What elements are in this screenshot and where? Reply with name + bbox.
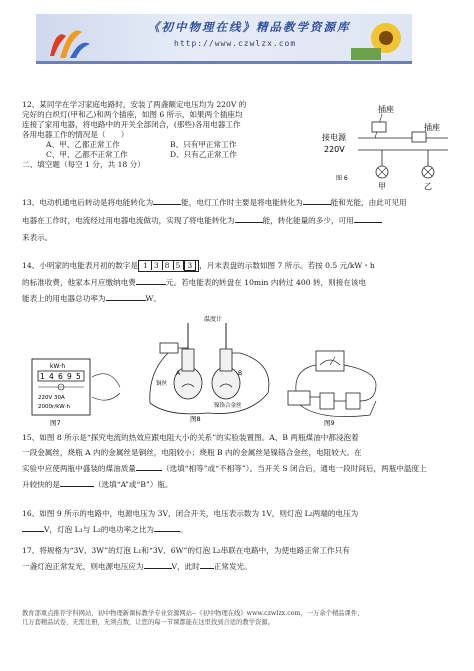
q12-line-3: 连接了家用电器，将电路中的开关全部闭合，(那些)各用电器工作 — [22, 120, 241, 130]
q14-text-6: W。 — [145, 294, 161, 304]
question-14 — [22, 260, 452, 304]
lamp-l1-icon — [320, 393, 334, 409]
q14-start-reading — [138, 260, 199, 272]
q15-text-3: 实验中应使两瓶中盛装的煤油质量 — [22, 464, 136, 474]
fig6-lamp-yi-label: 乙 — [424, 182, 432, 191]
q17-text-2: 一盏灯泡正常发光，则电源电压应为 — [22, 562, 144, 572]
fig9-caption: 图9 — [324, 419, 335, 427]
q14-digit: 3 — [152, 261, 163, 270]
figure-9-circuit — [280, 345, 390, 427]
fig8-wire-nichrome: 镍铬合金丝 — [214, 403, 242, 409]
voltmeter-icon — [316, 351, 344, 371]
question-16 — [22, 509, 452, 535]
fig7-digit: 4 — [49, 372, 54, 381]
lamp-l2-icon — [346, 393, 360, 409]
question-13 — [22, 197, 452, 243]
q14-text-4: 元。若电能表的转盘在 10min 内转过 400 转，则接在该电 — [165, 278, 367, 288]
q17-line-2 — [22, 561, 452, 572]
fig6-socket-label-2: 插座 — [424, 123, 440, 132]
fig6-caption: 图 6 — [336, 175, 348, 182]
fig7-digit: 1 — [40, 372, 45, 381]
q16-line-1: 16、如图 9 所示的电路中，电源电压为 3V，闭合开关，电压表示数为 1V，则灯泡 L₂两端的电压为 — [22, 509, 359, 518]
q15-line-2: 一段金属丝，烧瓶 A 内的金属丝是铜丝，电阻较小；烧瓶 B 内的金属丝是镍铬合金丝，电阻较大。在 — [22, 448, 362, 458]
fig8-label-b: B — [238, 370, 243, 377]
q14-text-3: 的标准收费，他家本月应缴纳电费 — [22, 278, 136, 288]
q13-text-5: 能，转化能量的多少，可用 — [262, 216, 354, 226]
q15-blank-2[interactable] — [60, 479, 94, 487]
q12-options-row-1 — [22, 140, 267, 150]
q17-text-4: 正常发光。 — [213, 562, 252, 572]
q14-digit: 5 — [174, 261, 185, 270]
q16-text-2: V，灯泡 L₁与 L₂的电功率之比为 — [44, 525, 155, 535]
banner-underline — [36, 61, 412, 64]
q15-text-4b: （选填“A”或“B”）瓶。 — [93, 480, 173, 490]
q14-digit: 8 — [163, 261, 174, 270]
q13-blank-3[interactable] — [235, 215, 263, 223]
banner-title: 《初中物理在线》精品教学资源库 — [148, 20, 351, 34]
q13-blank-1[interactable] — [153, 197, 181, 205]
figure-8-heating-flasks — [128, 313, 276, 423]
q14-blank-1[interactable] — [136, 277, 166, 285]
flask-b-icon — [212, 367, 243, 399]
fig8-wire-copper: 铜丝 — [156, 381, 168, 387]
fig6-socket-label-1: 插座 — [378, 105, 394, 114]
q16-line-2 — [22, 524, 452, 535]
q14-text-1: 14、小明家的电能表月初的数字是 — [22, 261, 138, 270]
section-2-heading: 二、填空题（每空 1 分，共 18 分） — [22, 160, 145, 170]
sunflower-icon — [346, 18, 406, 60]
q14-blank-2[interactable] — [106, 293, 146, 301]
fig7-rating: 220V 30A — [38, 395, 65, 401]
q12-options-row-2 — [22, 150, 267, 160]
q12-line-1: 12、某同学在学习家庭电路时，安装了两盏额定电压均为 220V 的 — [22, 100, 247, 109]
q14-digit: 1 — [141, 261, 152, 270]
q15-blank-1[interactable] — [136, 463, 162, 471]
q12-option-d: D、只有乙正常工作 — [170, 150, 237, 160]
fig7-digit: 5 — [76, 372, 81, 381]
fig8-caption: 图8 — [190, 415, 201, 423]
fig6-lamp-jia-label: 甲 — [378, 182, 386, 191]
q17-line-1: 17、将规格为“3V、3W”的灯泡 L₁和“3V、6W”的灯泡 L₂串联在电路中，为使电路正常工作只有 — [22, 546, 350, 555]
q17-blank-1[interactable] — [144, 561, 172, 569]
q12-option-b: B、只有甲正常工作 — [170, 140, 237, 150]
q16-blank-1[interactable] — [22, 524, 44, 532]
q13-line-2 — [22, 215, 452, 226]
q15-line-4 — [22, 479, 452, 490]
q15-text-3b: （选填“相等”或“不相等”）。当开关 S 闭合后，通电一段时间后，两瓶中温度上 — [161, 464, 427, 474]
fig8-thermometer-label: 温度计 — [204, 316, 223, 323]
q12-line-4: 各用电器工作的情况是（ ） — [22, 130, 129, 140]
figure-7-energy-meter — [30, 357, 122, 427]
q13-text-3: 能和光能，由此可见用 — [330, 198, 407, 207]
q13-text-6: 来表示。 — [22, 233, 53, 243]
q12-option-c: C、甲、乙都不正常工作 — [46, 150, 128, 160]
battery-icon — [160, 343, 178, 353]
q12-option-a: A、甲、乙都正常工作 — [46, 140, 120, 150]
question-17 — [22, 546, 452, 572]
q13-text-4: 电器在工作时，电流经过用电器电流做功，实现了将电能转化为 — [22, 216, 235, 226]
q14-line-2 — [22, 277, 452, 288]
q14-line-1 — [22, 260, 452, 272]
q14-digit-decimal: 3 — [184, 260, 196, 271]
q13-blank-4[interactable] — [354, 215, 382, 223]
q14-text-2: ，月末表盘的示数如图 7 所示。若按 0.5 元/kW・h — [199, 261, 375, 270]
fig7-caption: 图7 — [50, 419, 61, 427]
question-15 — [22, 433, 452, 490]
q15-line-1: 15、如图 8 所示是“探究电流的热效应跟电阻大小的关系”的实验装置图。A、B 两瓶煤油中都浸泡着 — [22, 433, 359, 442]
q13-text-2: 能，电灯工作时主要是将电能转化为 — [181, 198, 303, 207]
page-footer — [22, 610, 452, 627]
fig7-unit: kW·h — [50, 363, 66, 370]
q14-line-3 — [22, 293, 452, 304]
footer-line-1: 教育部重点推荐学科网站，初中物理新课标教学专业资源网站--《初中物理在线》www.czwlzx.com，一万余个精品课件、 — [22, 610, 364, 617]
fig8-label-a: A — [176, 370, 181, 377]
fig7-digit: 6 — [58, 372, 63, 381]
q17-text-3: V，此时 — [171, 562, 200, 572]
fig7-rate: 2000r/kW·h — [38, 404, 70, 410]
q13-blank-2[interactable] — [303, 197, 331, 205]
q14-text-5: 能表上的用电器总功率为 — [22, 294, 106, 304]
q13-line-1 — [22, 197, 452, 208]
battery-icon — [288, 391, 310, 405]
banner-url[interactable]: http://www.czwlzx.com — [174, 39, 297, 48]
q17-blank-2[interactable] — [200, 561, 214, 569]
fig7-digit: 9 — [67, 372, 72, 381]
fig6-voltage-label: 220V — [324, 145, 345, 154]
q16-text-3: 。 — [180, 525, 188, 535]
figure-6-circuit — [320, 100, 460, 192]
q15-line-3 — [22, 463, 452, 474]
q12-line-2: 完好的白炽灯(甲和乙)和两个插座，如图 6 所示，如果两个插座均 — [22, 110, 243, 120]
footer-line-2: 几万套精品试卷，无需注册，无须点数，让您的每一节课都能在这里找到合适的教学资源。 — [22, 618, 274, 626]
header-banner — [36, 14, 412, 64]
q15-text-4: 升较快的是 — [22, 480, 60, 490]
question-12 — [22, 100, 267, 170]
logo-icon — [44, 18, 94, 62]
q13-text-1: 13、电动机通电后转动是将电能转化为 — [22, 198, 154, 207]
fig6-source-label: 接电源 — [322, 133, 346, 142]
q16-blank-2[interactable] — [154, 524, 180, 532]
